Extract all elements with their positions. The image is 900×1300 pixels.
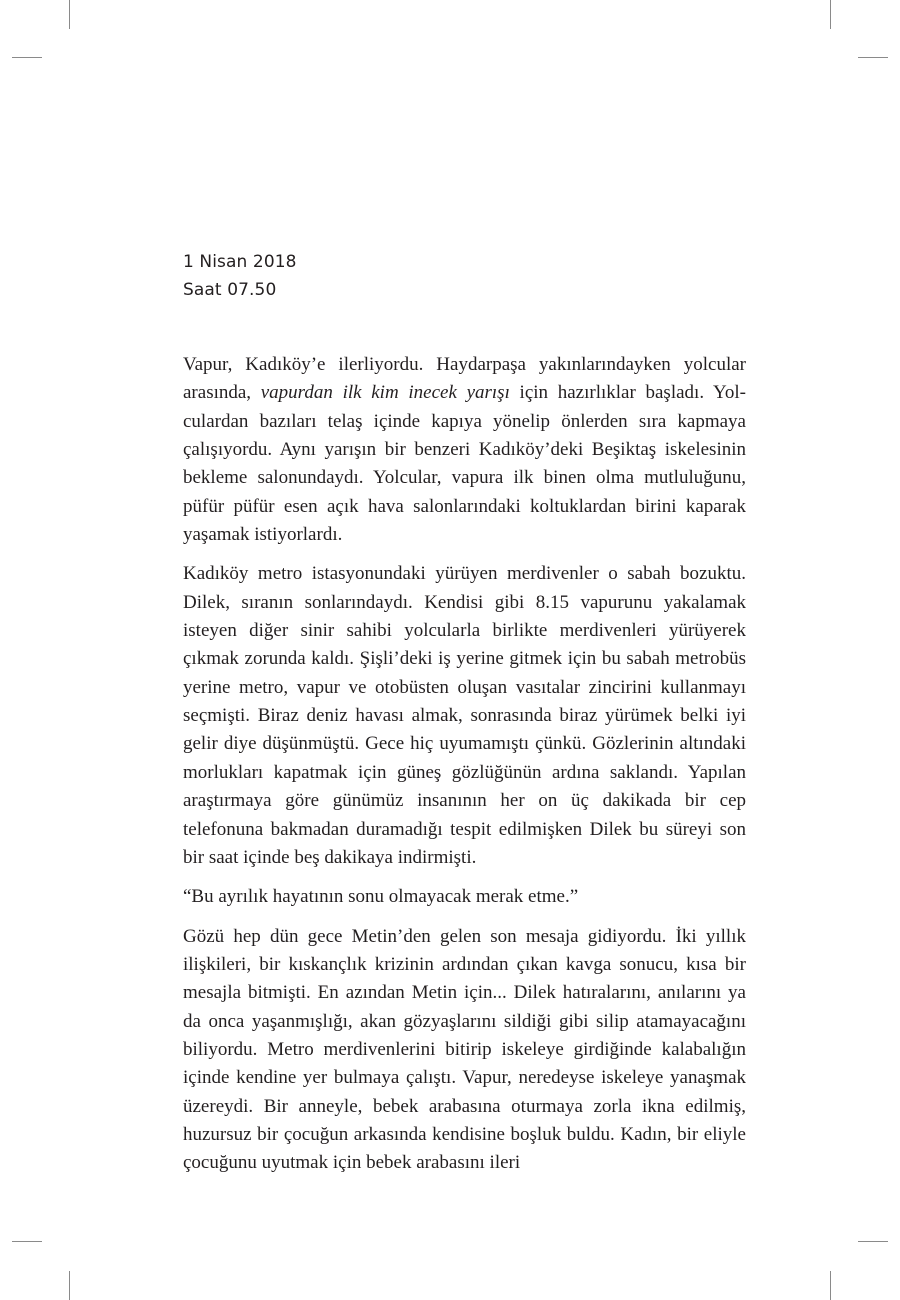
crop-mark-bottom-right-horizontal <box>858 1241 888 1242</box>
body-text <box>183 351 746 1178</box>
paragraph-text: “Bu ayrılık hayatının sonu olmayacak merak etme.” <box>183 886 579 908</box>
paragraph <box>183 560 746 872</box>
crop-mark-bottom-right-vertical <box>830 1271 831 1300</box>
chapter-heading <box>183 248 746 304</box>
paragraph <box>183 883 746 911</box>
heading-time: Saat 07.50 <box>183 280 277 300</box>
paragraph <box>183 351 746 549</box>
crop-mark-top-left-vertical <box>69 0 70 29</box>
page-content <box>183 248 746 1189</box>
heading-date: 1 Nisan 2018 <box>183 252 297 272</box>
crop-mark-top-left-horizontal <box>12 57 42 58</box>
paragraph-text: Vapur, Kadıköy’e ilerliyordu. Haydarpaşa yakınlarındayken yolcular arasında, <box>183 354 746 404</box>
italic-phrase: vapurdan ilk kim inecek yarışı <box>260 382 510 404</box>
paragraph-text: Kadıköy metro istasyonundaki yürüyen merdivenler o sabah bozuktu. Dilek, sıranın sonlarındaydı. Kendisi gibi 8.15 vapurunu yakalamak isteyen diğer sinir sahibi yolcularla birlikte merdivenleri yürüyerek çıkmak zorunda kaldı. Şişli’deki iş yerine gitmek için bu sabah metrobüs yerine metro, vapur ve otobüsten oluşan vasıtalar zincirini kullanmayı seçmişti. Biraz deniz havası almak, sonrasında biraz yürümek belki iyi gelir diye düşünmüştü. Gece hiç uyumamıştı çünkü. Gözlerinin altındaki morlukları kapatmak için güneş gözlüğünün ardına saklandı. Yapılan araştırmaya göre günümüz insanının her on üç dakikada bir cep telefonuna bakmadan duramadığı tespit edilmişken Dilek bu süreyi son bir saat içinde beş dakikaya indirmişti. <box>183 563 746 868</box>
crop-mark-top-right-vertical <box>830 0 831 29</box>
paragraph <box>183 923 746 1178</box>
paragraph-text: Gözü hep dün gece Metin’den gelen son mesaja gidiyordu. İki yıllık ilişkileri, bir kıskançlık krizinin ardından çıkan kavga sonucu, kısa bir mesajla bitmişti. En azından Metin için... Dilek hatıralarını, anılarını ya da onca yaşanmışlığı, akan gözyaşlarını sildiği gibi silip atamayacağını biliyordu. Metro merdivenlerini bitirip iskeleye girdiğinde kalabalığın içinde kendine yer bulmaya çalıştı. Vapur, neredeyse iskeleye yanaşmak üzereydi. Bir anneyle, bebek arabasına oturmaya zorla ikna edilmiş, huzursuz bir çocuğun arkasında kendisine boşluk buldu. Kadın, bir eliyle çocuğunu uyutmak için bebek arabasını ileri <box>183 925 746 1174</box>
crop-mark-bottom-left-vertical <box>69 1271 70 1300</box>
paragraph-text: için hazırlıklar başladı. Yolculardan bazıları telaş içinde kapıya yönelip önlerden sıra kapmaya çalışıyordu. Aynı yarışın bir benzeri Kadıköy’deki Beşiktaş iskelesinin bekleme salonundaydı. Yolcular, vapura ilk binen olma mutluluğunu, püfür püfür esen açık hava salonlarındaki koltuklardan birini kaparak yaşamak istiyorlardı. <box>183 382 746 546</box>
crop-mark-top-right-horizontal <box>858 57 888 58</box>
crop-mark-bottom-left-horizontal <box>12 1241 42 1242</box>
